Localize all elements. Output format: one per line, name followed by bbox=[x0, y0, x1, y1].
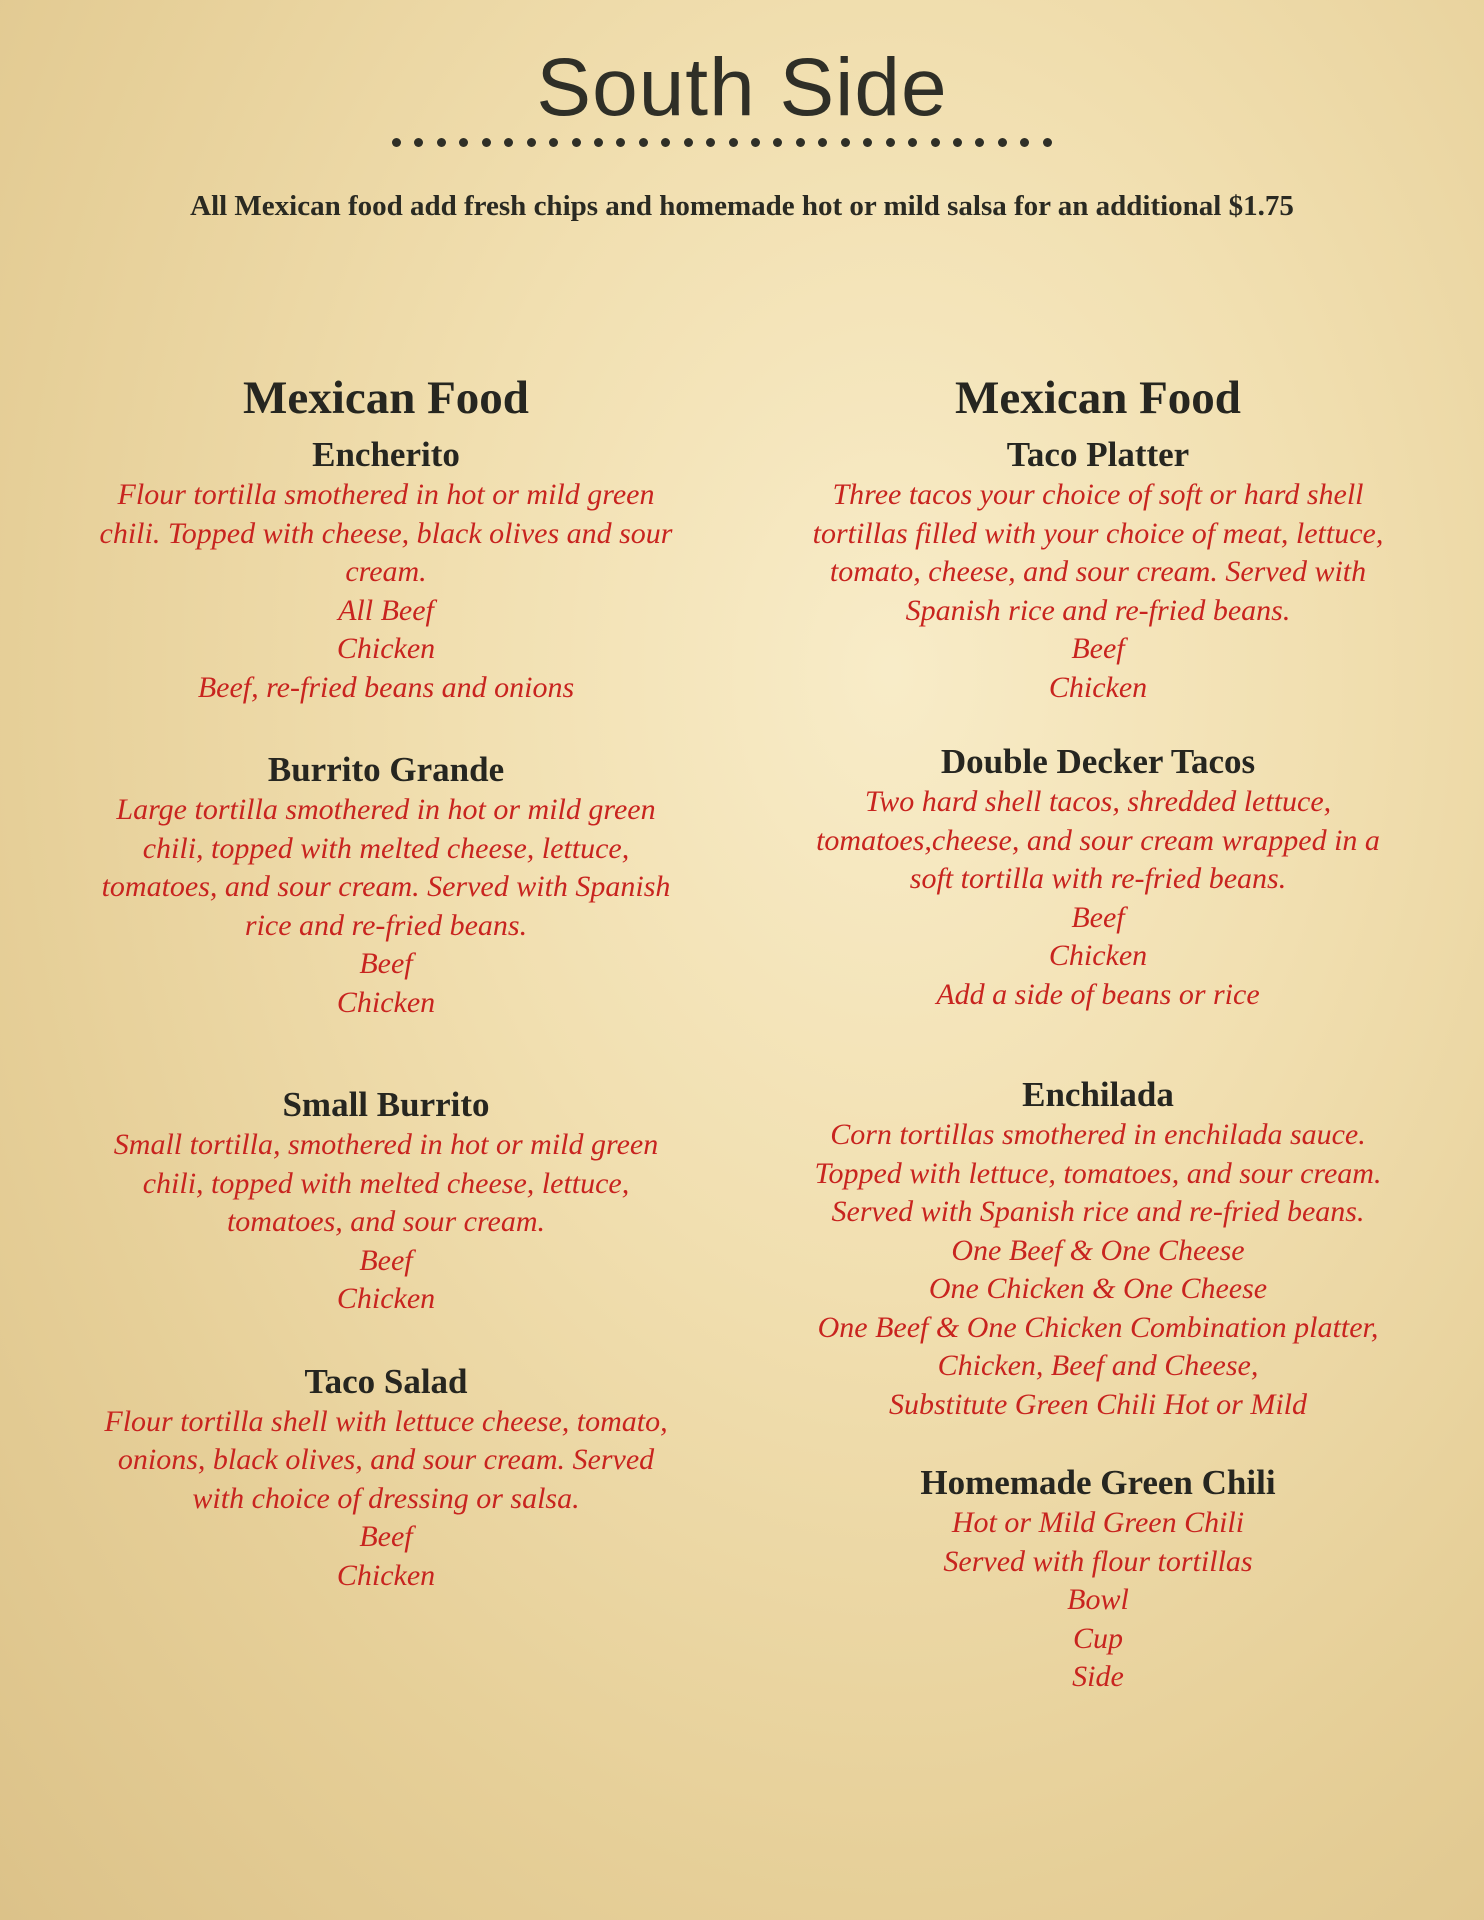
item-line: with choice of dressing or salsa. bbox=[192, 1481, 580, 1515]
item-line: onions, black olives, and sour cream. Served bbox=[117, 1443, 655, 1476]
item-line: Flour tortilla shell with lettuce cheese, tomato, bbox=[104, 1404, 668, 1438]
item-option: Chicken bbox=[1048, 939, 1148, 972]
page-title: South Side bbox=[536, 42, 948, 133]
item-line: Served with Spanish rice and re-fried beans. bbox=[831, 1195, 1365, 1228]
item-line: Spanish rice and re-fried beans. bbox=[905, 593, 1291, 627]
section-heading: Mexican Food bbox=[243, 372, 529, 424]
item-option: Chicken bbox=[336, 1558, 436, 1592]
left-column bbox=[66, 368, 706, 1595]
item-option: Beef bbox=[359, 947, 413, 980]
item-option: Beef bbox=[1071, 632, 1125, 665]
item-line: Corn tortillas smothered in enchilada sauce. bbox=[830, 1118, 1366, 1151]
item-option: Side bbox=[1072, 1660, 1124, 1693]
item-line: chili. Topped with cheese, black olives and sour bbox=[99, 516, 673, 550]
item-name: Encherito bbox=[312, 435, 460, 474]
item-line: tomato, cheese, and sour cream. Served with bbox=[829, 555, 1367, 588]
item-option: Chicken bbox=[336, 1282, 436, 1315]
item-option: Beef, re-fried beans and onions bbox=[197, 670, 575, 704]
item-option: One Beef & One Chicken Combination platter, bbox=[817, 1310, 1379, 1344]
item-line: Flour tortilla smothered in hot or mild green bbox=[117, 478, 655, 511]
item-line: Topped with lettuce, tomatoes, and sour cream. bbox=[814, 1156, 1382, 1190]
item-option: Add a side of beans or rice bbox=[936, 977, 1260, 1011]
item-option: Chicken bbox=[1048, 670, 1148, 704]
item-option: One Beef & One Cheese bbox=[951, 1233, 1245, 1267]
menu-item-enchilada bbox=[778, 1074, 1418, 1424]
item-line: tomatoes, and sour cream. Served with Spanish bbox=[101, 870, 671, 903]
item-name: Taco Salad bbox=[304, 1361, 468, 1401]
item-option: Chicken, Beef and Cheese, bbox=[937, 1349, 1259, 1382]
item-option: Beef bbox=[359, 1520, 413, 1553]
item-line: chili, topped with melted cheese, lettuce, bbox=[142, 831, 630, 865]
item-option: Beef bbox=[359, 1243, 413, 1277]
item-option: Chicken bbox=[336, 632, 436, 665]
item-line: Three tacos your choice of soft or hard shell bbox=[832, 478, 1364, 511]
item-line: tortillas filled with your choice of meat, lettuce, bbox=[812, 516, 1384, 550]
item-option: One Chicken & One Cheese bbox=[928, 1272, 1268, 1305]
item-option: Beef bbox=[1071, 900, 1125, 934]
menu-subtitle: All Mexican food add fresh chips and homemade hot or mild salsa for an additional $1.75 bbox=[190, 190, 1294, 222]
item-name: Taco Platter bbox=[1006, 435, 1190, 474]
item-name: Homemade Green Chili bbox=[920, 1463, 1276, 1502]
item-option: All Beef bbox=[338, 593, 434, 627]
item-name: Double Decker Tacos bbox=[940, 742, 1256, 781]
item-line: rice and re-fried beans. bbox=[244, 908, 528, 942]
item-line: cream. bbox=[345, 555, 427, 588]
menu-item-taco-salad bbox=[66, 1361, 706, 1596]
item-option: Cup bbox=[1072, 1621, 1123, 1655]
item-line: soft tortilla with re-fried beans. bbox=[909, 862, 1287, 895]
menu-item-burrito-grande bbox=[66, 749, 706, 1022]
menu-item-encherito bbox=[66, 434, 706, 707]
section-heading: Mexican Food bbox=[955, 372, 1241, 424]
menu-item-double-decker-tacos bbox=[778, 741, 1418, 1014]
item-line: Large tortilla smothered in hot or mild green bbox=[116, 793, 656, 826]
menu-item-homemade-green-chili bbox=[778, 1462, 1418, 1697]
item-line: Small tortilla, smothered in hot or mild green bbox=[113, 1128, 659, 1161]
item-line: Hot or Mild Green Chili bbox=[951, 1506, 1245, 1539]
item-line: tomatoes,cheese, and sour cream wrapped in a bbox=[816, 823, 1380, 857]
menu-item-taco-platter bbox=[778, 434, 1418, 707]
right-column bbox=[778, 368, 1418, 1697]
item-option: Substitute Green Chili Hot or Mild bbox=[888, 1387, 1308, 1421]
item-line: chili, topped with melted cheese, lettuce, bbox=[142, 1166, 630, 1200]
item-option: Chicken bbox=[336, 985, 436, 1019]
item-line: Two hard shell tacos, shredded lettuce, bbox=[864, 785, 1332, 818]
dotted-divider bbox=[392, 134, 1052, 150]
item-line: tomatoes, and sour cream. bbox=[226, 1205, 546, 1238]
menu-item-small-burrito bbox=[66, 1084, 706, 1319]
item-name: Burrito Grande bbox=[267, 750, 505, 789]
item-line: Served with flour tortillas bbox=[943, 1544, 1253, 1578]
item-name: Enchilada bbox=[1022, 1075, 1174, 1114]
item-option: Bowl bbox=[1067, 1583, 1129, 1616]
item-name: Small Burrito bbox=[282, 1085, 490, 1124]
